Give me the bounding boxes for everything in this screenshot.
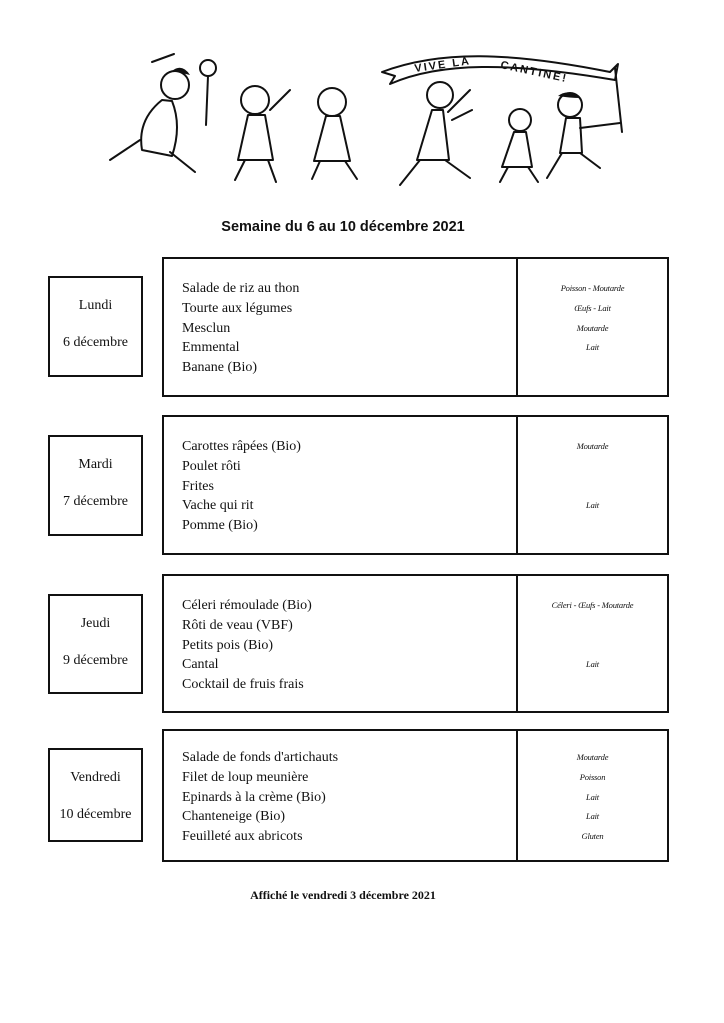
dish-item: Epinards à la crème (Bio) (182, 789, 326, 805)
day-date: 10 décembre (59, 807, 132, 822)
dish-list (182, 437, 301, 536)
allergen-item: Moutarde (576, 322, 609, 333)
day-date: 6 décembre (63, 335, 128, 350)
dish-item: Pomme (Bio) (182, 518, 258, 534)
allergen-item: Céleri - Œufs - Moutarde (551, 600, 634, 610)
allergen-item: Lait (586, 791, 599, 802)
allergen-item (518, 675, 667, 695)
cantine-illustration-icon (70, 40, 650, 200)
dish-item: Salade de fonds d'artichauts (182, 750, 339, 765)
allergen-item: Gluten (581, 831, 604, 842)
dish-item: Chanteneige (Bio) (182, 809, 286, 825)
day-name: Jeudi (80, 616, 111, 631)
allergen-item: Lait (586, 811, 599, 822)
day-label-box (48, 276, 143, 377)
day-menu-box (162, 415, 669, 555)
dish-item: Carottes râpées (Bio) (182, 439, 301, 454)
day-menu-box (162, 574, 669, 713)
day-name: Vendredi (70, 770, 121, 785)
allergen-item: Moutarde (576, 441, 609, 451)
allergen-item (518, 477, 667, 497)
day-menu-box (162, 729, 669, 862)
dish-item: Cantal (182, 657, 219, 673)
dish-item: Banane (Bio) (182, 360, 258, 376)
day-menu-box (162, 257, 669, 397)
dish-list (182, 748, 338, 847)
dish-list (182, 279, 299, 378)
allergen-item: Poisson (579, 771, 606, 782)
svg-text:CANTINE!: CANTINE! (499, 59, 569, 86)
dish-item: Filet de loup meunière (182, 769, 309, 785)
day-label-box (48, 748, 143, 842)
dish-item: Frites (182, 478, 214, 494)
allergen-item: Œufs - Lait (574, 302, 611, 313)
allergen-list (518, 596, 667, 695)
allergen-item: Poisson - Moutarde (560, 283, 625, 293)
allergen-item (518, 516, 667, 536)
dish-item: Feuilleté aux abricots (182, 829, 303, 845)
day-date: 9 décembre (63, 653, 128, 668)
dish-item: Petits pois (Bio) (182, 637, 274, 653)
allergen-list (518, 748, 667, 847)
allergen-item: Lait (586, 659, 599, 670)
day-label-box (48, 435, 143, 536)
dish-item: Salade de riz au thon (182, 281, 300, 296)
dish-item: Emmental (182, 340, 240, 356)
allergen-list (518, 279, 667, 378)
week-title: Semaine du 6 au 10 décembre 2021 (221, 219, 465, 235)
dish-item: Rôti de veau (VBF) (182, 617, 293, 633)
allergen-item: Lait (586, 500, 599, 511)
dish-item: Mesclun (182, 320, 231, 336)
dish-item: Céleri rémoulade (Bio) (182, 598, 312, 613)
allergen-item: Moutarde (576, 752, 609, 762)
svg-text:VIVE LA: VIVE LA (413, 55, 472, 75)
posted-date-note: Affiché le vendredi 3 décembre 2021 (250, 888, 436, 902)
dish-item: Cocktail de fruis frais (182, 677, 304, 693)
allergen-item (518, 636, 667, 656)
dish-item: Tourte aux légumes (182, 300, 293, 316)
allergen-item (518, 616, 667, 636)
allergen-item (518, 358, 667, 378)
day-name: Lundi (78, 298, 113, 313)
allergen-item (518, 457, 667, 477)
dish-item: Poulet rôti (182, 458, 241, 474)
dish-item: Vache qui rit (182, 498, 254, 514)
day-name: Mardi (78, 457, 113, 472)
allergen-list (518, 437, 667, 536)
day-label-box (48, 594, 143, 694)
allergen-item: Lait (586, 342, 599, 353)
dish-list (182, 596, 312, 695)
day-date: 7 décembre (63, 494, 128, 509)
